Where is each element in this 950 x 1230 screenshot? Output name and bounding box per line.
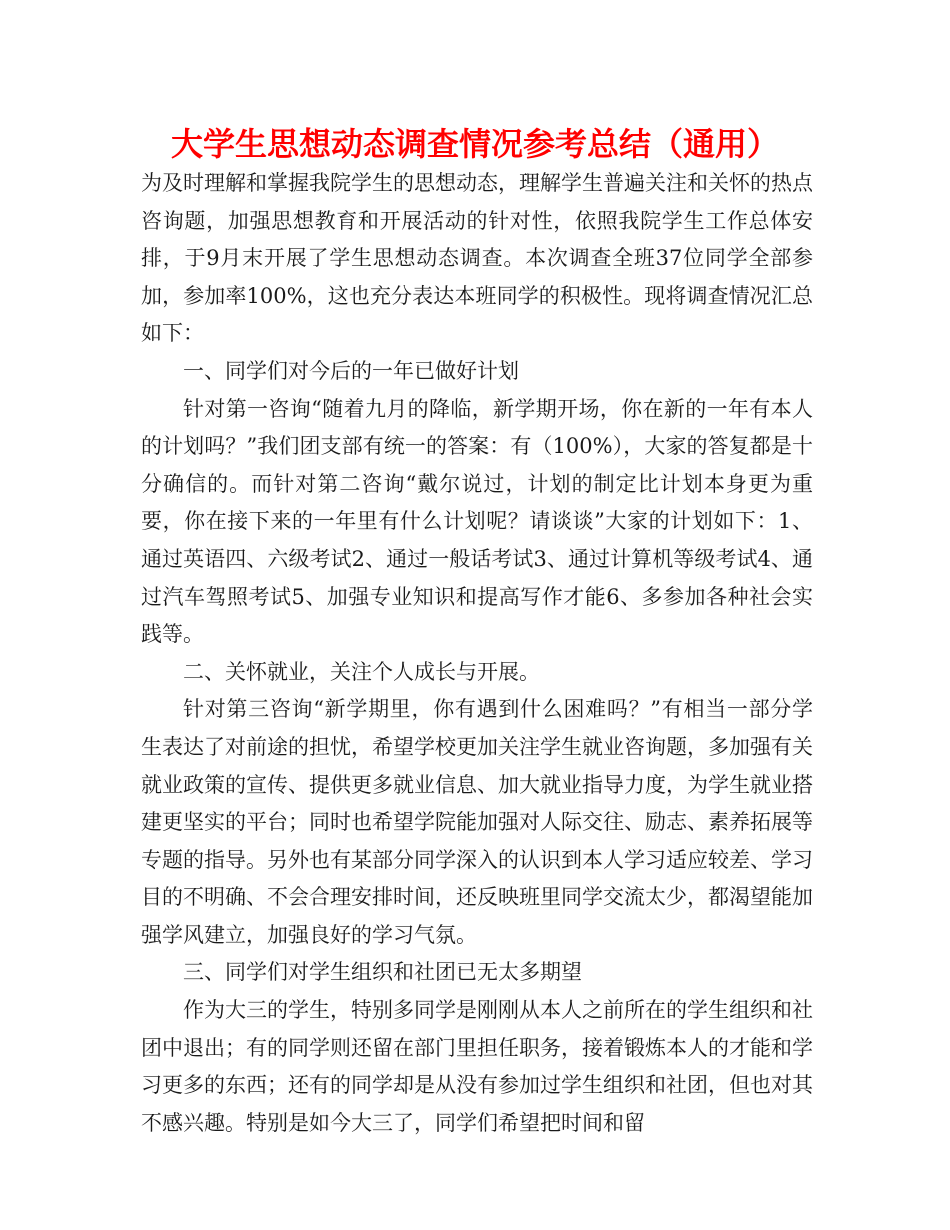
section-heading-1: 一、同学们对今后的一年已做好计划 xyxy=(183,358,519,383)
paragraph-intro: 为及时理解和掌握我院学生的思想动态，理解学生普遍关注和关怀的热点咨询题，加强思想教育和开展活动的针对性，依照我院学生工作总体安排，于9月末开展了学生思想动态调查。本次调查全班37位同学全部参加，参加率100%，这也充分表达本班同学的积极性。现将调查情况汇总如下： xyxy=(141,171,813,346)
section-heading-3: 三、同学们对学生组织和社团已无太多期望 xyxy=(183,960,582,985)
section-heading-2: 二、关怀就业，关注个人成长与开展。 xyxy=(183,659,540,684)
paragraph-section-1: 针对第一咨询“随着九月的降临，新学期开场，你在新的一年有本人的计划吗？”我们团支部有统一的答案：有（100%），大家的答复都是十分确信的。而针对第二咨询“戴尔说过，计划的制定比计划本身更为重要，你在接下来的一年里有什么计划呢？请谈谈”大家的计划如下：1、通过英语四、六级考试2、通过一般话考试3、通过计算机等级考试4、通过汽车驾照考试5、加强专业知识和提高写作才能6、多参加各种社会实践等。 xyxy=(141,396,813,647)
paragraph-section-2: 针对第三咨询“新学期里，你有遇到什么困难吗？”有相当一部分学生表达了对前途的担忧，希望学校更加关注学生就业咨询题，多加强有关就业政策的宣传、提供更多就业信息、加大就业指导力度，为学生就业搭建更坚实的平台；同时也希望学院能加强对人际交往、励志、素养拓展等专题的指导。另外也有某部分同学深入的认识到本人学习适应较差、学习目的不明确、不会合理安排时间，还反映班里同学交流太少，都渴望能加强学风建立，加强良好的学习气氛。 xyxy=(141,697,813,947)
paragraph-section-3: 作为大三的学生，特别多同学是刚刚从本人之前所在的学生组织和社团中退出；有的同学则还留在部门里担任职务，接着锻炼本人的才能和学习更多的东西；还有的同学却是从没有参加过学生组织和社团，但也对其不感兴趣。特别是如今大三了，同学们希望把时间和留 xyxy=(141,998,813,1135)
document-title: 大学生思想动态调查情况参考总结（通用） xyxy=(170,125,779,163)
document-body xyxy=(141,165,813,1142)
